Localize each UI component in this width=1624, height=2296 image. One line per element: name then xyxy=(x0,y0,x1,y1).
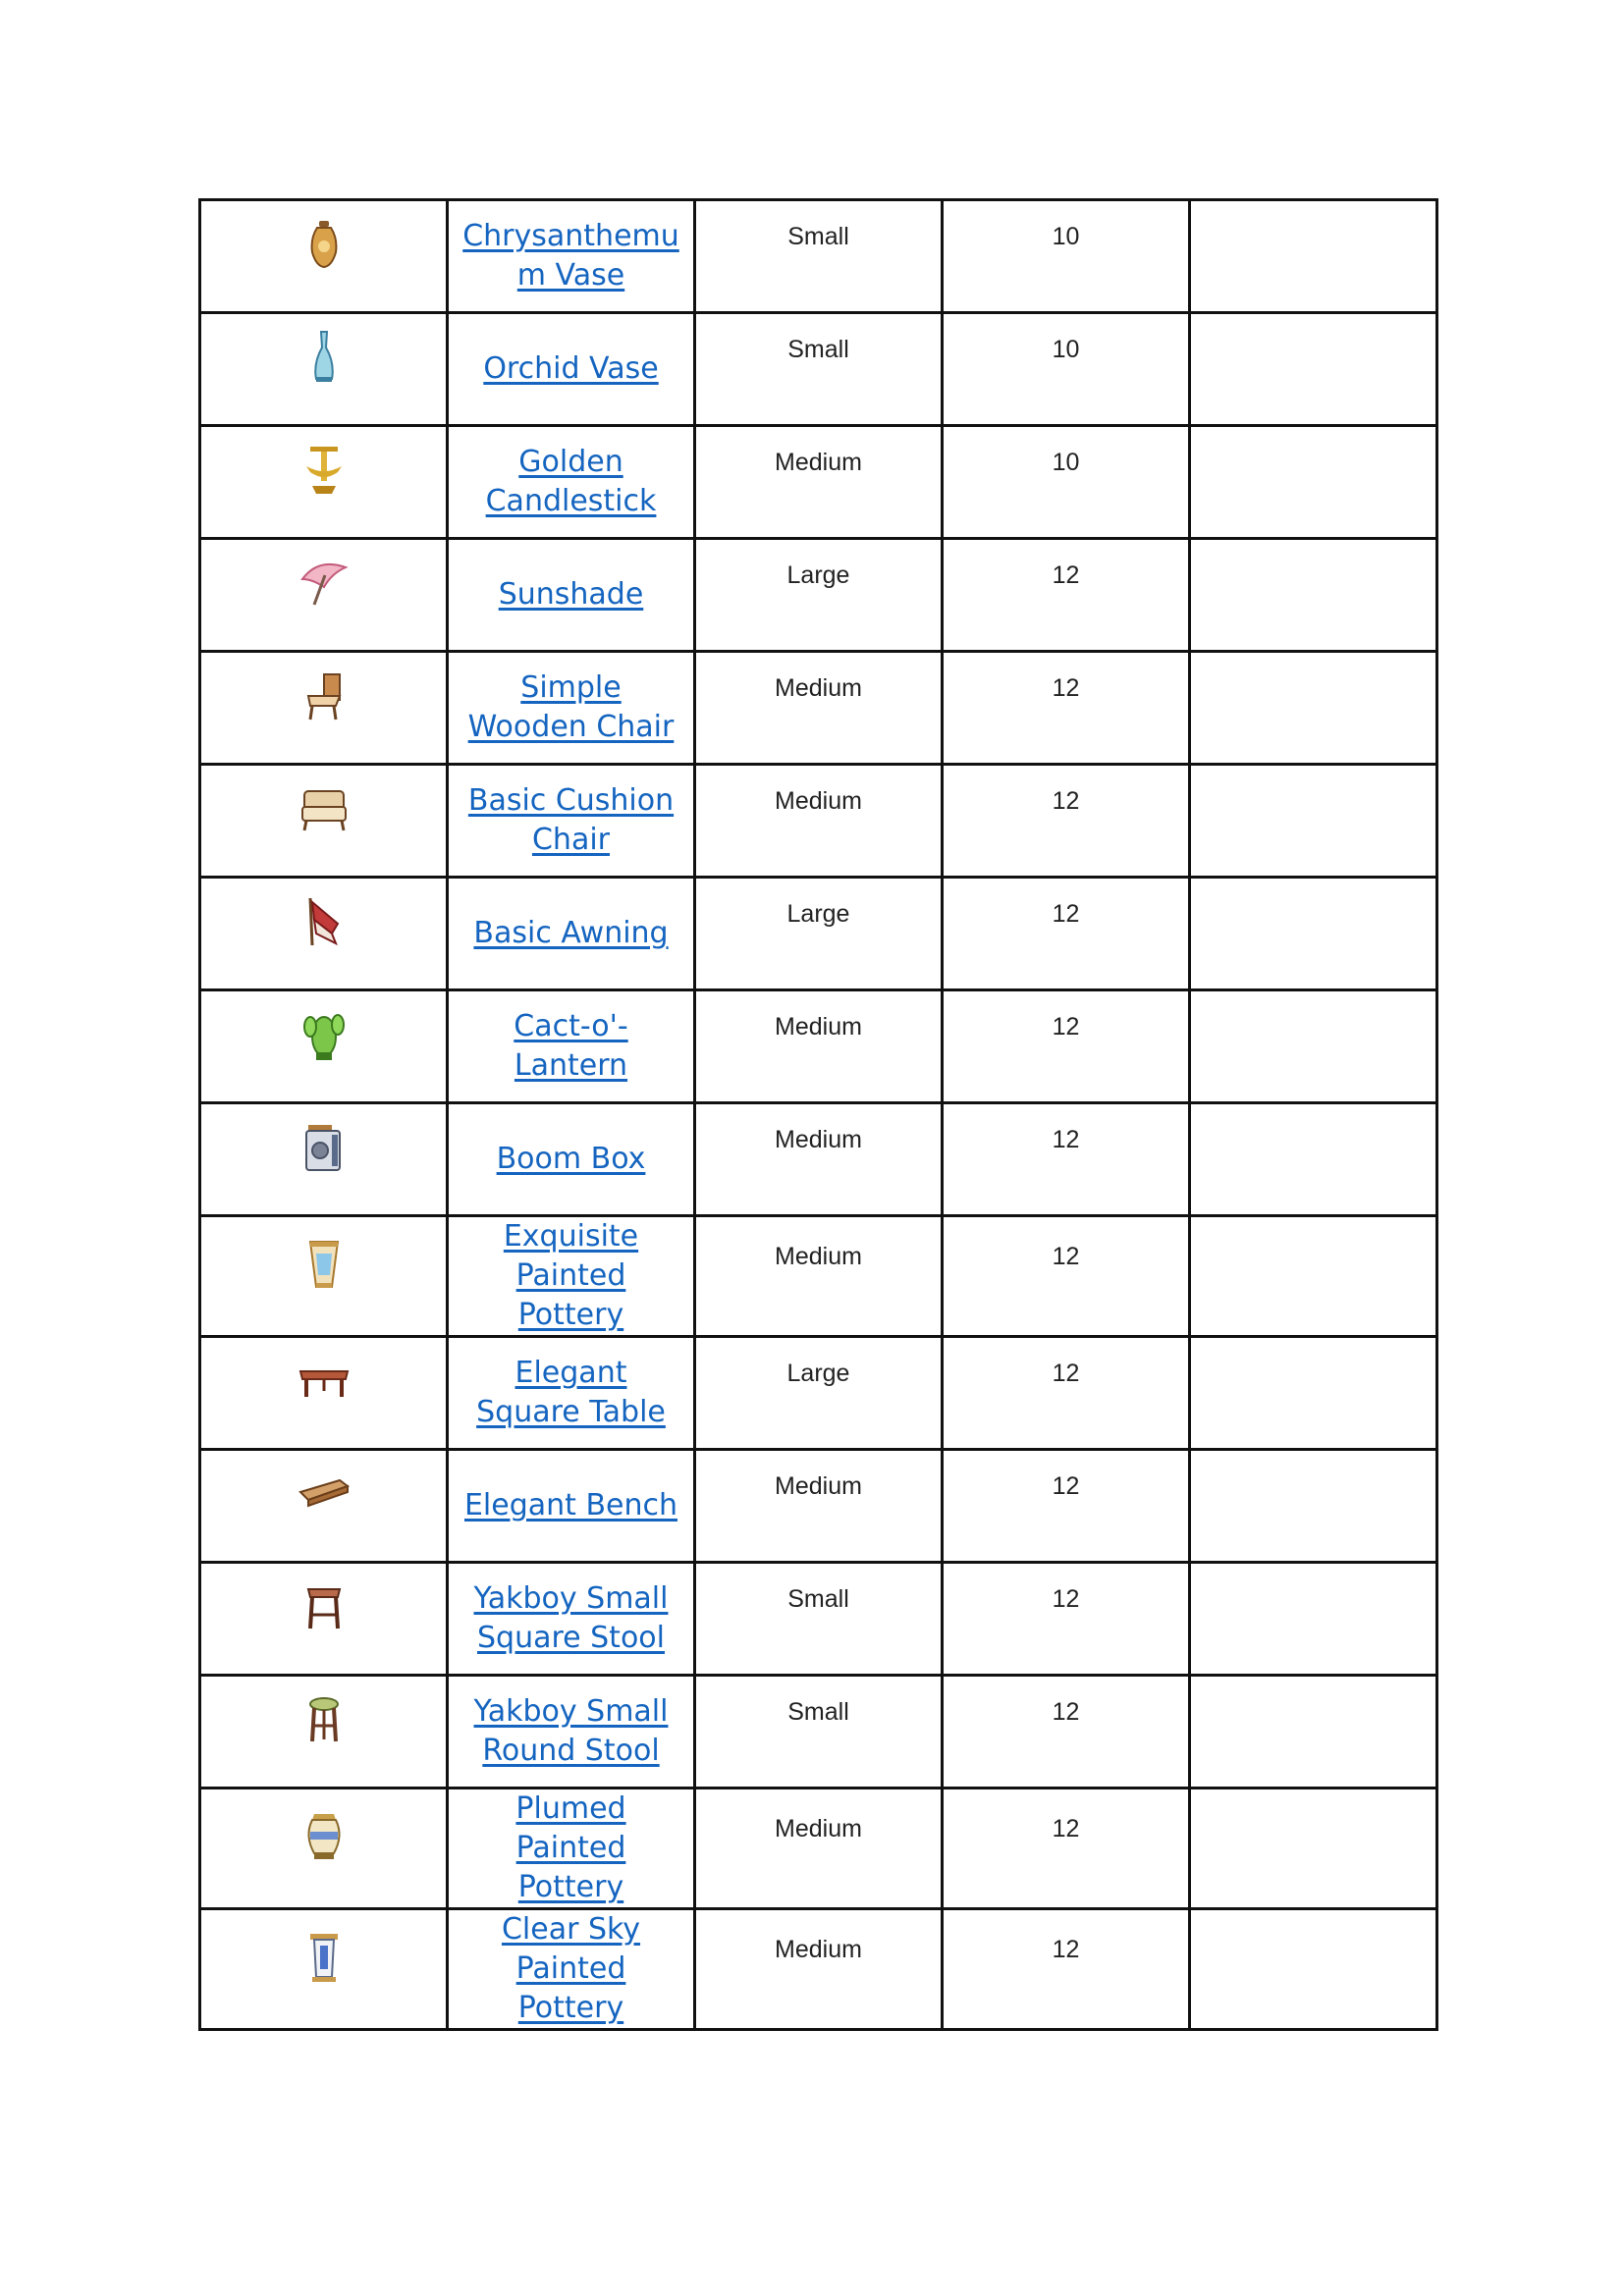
size-cell xyxy=(695,868,943,981)
level-cell xyxy=(943,1779,1190,1899)
item-name-cell xyxy=(448,539,695,652)
clear-sky-painted-pottery-icon xyxy=(304,1930,344,1985)
notes-cell xyxy=(1190,426,1437,539)
item-link[interactable]: Plumed Painted Pottery xyxy=(515,1791,626,1904)
icon-cell xyxy=(200,539,448,652)
level-value: 12 xyxy=(1052,561,1080,589)
item-link[interactable]: Elegant Square Table xyxy=(476,1356,666,1429)
icon-cell xyxy=(200,1216,448,1337)
item-link[interactable]: Clear Sky Painted Pottery xyxy=(501,1912,641,2025)
icon-cell xyxy=(200,1103,448,1216)
size-value: Medium xyxy=(775,1471,862,1500)
notes-cell xyxy=(1190,652,1437,765)
item-name-cell xyxy=(448,652,695,765)
table-row xyxy=(200,1789,1437,1909)
basic-awning-icon xyxy=(302,894,346,949)
item-link[interactable]: Yakboy Small Round Stool xyxy=(473,1694,669,1768)
icon-cell xyxy=(200,1909,448,2030)
table-row xyxy=(200,652,1437,765)
level-cell xyxy=(943,1206,1190,1327)
level-value: 10 xyxy=(1052,448,1080,476)
size-value: Medium xyxy=(775,786,862,815)
notes-cell xyxy=(1190,1563,1437,1676)
size-cell xyxy=(695,981,943,1094)
size-cell xyxy=(695,755,943,868)
icon-cell xyxy=(200,1563,448,1676)
yakboy-small-square-stool-icon xyxy=(300,1581,348,1632)
table-row xyxy=(200,313,1437,426)
table-row xyxy=(200,1450,1437,1563)
item-name-cell xyxy=(448,1103,695,1216)
size-cell xyxy=(695,1440,943,1553)
item-name-cell xyxy=(448,1216,695,1337)
size-cell xyxy=(695,642,943,755)
table-row xyxy=(200,990,1437,1103)
icon-cell xyxy=(200,878,448,990)
item-link[interactable]: Boom Box xyxy=(496,1142,646,1176)
size-cell xyxy=(695,529,943,642)
size-value: Medium xyxy=(775,673,862,702)
size-value: Medium xyxy=(775,1935,862,1963)
level-value: 12 xyxy=(1052,899,1080,928)
level-value: 12 xyxy=(1052,1242,1080,1270)
size-cell xyxy=(695,190,943,303)
table-row xyxy=(200,878,1437,990)
icon-cell xyxy=(200,652,448,765)
icon-cell xyxy=(200,1337,448,1450)
size-cell xyxy=(695,1327,943,1440)
table-row xyxy=(200,1563,1437,1676)
size-value: Small xyxy=(787,222,849,250)
icon-cell xyxy=(200,313,448,426)
table-row xyxy=(200,1103,1437,1216)
level-cell xyxy=(943,868,1190,981)
item-link[interactable]: Elegant Bench xyxy=(463,1488,678,1522)
size-value: Medium xyxy=(775,1814,862,1842)
level-cell xyxy=(943,303,1190,416)
table-row xyxy=(200,1216,1437,1337)
item-name-cell xyxy=(448,1337,695,1450)
size-value: Medium xyxy=(775,1242,862,1270)
icon-cell xyxy=(200,1676,448,1789)
orchid-vase-icon xyxy=(304,330,344,385)
item-name-cell xyxy=(448,878,695,990)
table-row xyxy=(200,1337,1437,1450)
level-cell xyxy=(943,529,1190,642)
level-cell xyxy=(943,416,1190,529)
item-link[interactable]: Yakboy Small Square Stool xyxy=(473,1581,669,1655)
table-row xyxy=(200,1676,1437,1789)
size-value: Small xyxy=(787,1697,849,1726)
size-value: Large xyxy=(786,1359,850,1387)
size-value: Small xyxy=(787,335,849,363)
item-link[interactable]: Chrysanthemum Vase xyxy=(462,219,679,293)
icon-cell xyxy=(200,1789,448,1909)
notes-cell xyxy=(1190,200,1437,313)
size-value: Small xyxy=(787,1584,849,1613)
size-cell xyxy=(695,1094,943,1206)
cact-o-lantern-icon xyxy=(300,1007,348,1062)
level-value: 10 xyxy=(1052,222,1080,250)
icon-cell xyxy=(200,990,448,1103)
notes-cell xyxy=(1190,539,1437,652)
level-value: 12 xyxy=(1052,1125,1080,1153)
size-value: Large xyxy=(786,899,850,928)
size-cell xyxy=(695,1899,943,2020)
item-link[interactable]: Orchid Vase xyxy=(483,351,659,386)
notes-cell xyxy=(1190,1450,1437,1563)
item-link[interactable]: Golden Candlestick xyxy=(485,445,657,518)
level-value: 12 xyxy=(1052,1935,1080,1963)
item-name-cell xyxy=(448,1909,695,2030)
item-link[interactable]: Simple Wooden Chair xyxy=(467,670,675,744)
item-link[interactable]: Basic Cushion Chair xyxy=(467,783,675,857)
exquisite-painted-pottery-icon xyxy=(304,1238,344,1291)
level-value: 12 xyxy=(1052,786,1080,815)
notes-cell xyxy=(1190,1103,1437,1216)
level-value: 12 xyxy=(1052,1471,1080,1500)
item-link[interactable]: Sunshade xyxy=(498,577,644,612)
level-cell xyxy=(943,1899,1190,2020)
level-value: 12 xyxy=(1052,1359,1080,1387)
plumed-painted-pottery-icon xyxy=(302,1810,346,1863)
basic-cushion-chair-icon xyxy=(298,785,350,832)
size-cell xyxy=(695,1553,943,1666)
level-value: 12 xyxy=(1052,1814,1080,1842)
item-name-cell xyxy=(448,1450,695,1563)
item-name-cell xyxy=(448,426,695,539)
notes-cell xyxy=(1190,1789,1437,1909)
size-value: Large xyxy=(786,561,850,589)
level-cell xyxy=(943,190,1190,303)
size-value: Medium xyxy=(775,1012,862,1041)
table-row xyxy=(200,200,1437,313)
size-cell xyxy=(695,303,943,416)
table-row xyxy=(200,539,1437,652)
item-name-cell xyxy=(448,1563,695,1676)
item-name-cell xyxy=(448,1676,695,1789)
size-value: Medium xyxy=(775,1125,862,1153)
item-name-cell xyxy=(448,765,695,878)
notes-cell xyxy=(1190,1676,1437,1789)
table-row xyxy=(200,426,1437,539)
size-value: Medium xyxy=(775,448,862,476)
notes-cell xyxy=(1190,1216,1437,1337)
item-name-cell xyxy=(448,990,695,1103)
level-cell xyxy=(943,642,1190,755)
furniture-table xyxy=(198,198,1438,2031)
icon-cell xyxy=(200,200,448,313)
item-link[interactable]: Cact-o'-Lantern xyxy=(514,1009,628,1083)
golden-candlestick-icon xyxy=(300,443,348,498)
level-cell xyxy=(943,1327,1190,1440)
icon-cell xyxy=(200,765,448,878)
notes-cell xyxy=(1190,1337,1437,1450)
icon-cell xyxy=(200,1450,448,1563)
sunshade-icon xyxy=(298,558,350,609)
table-row xyxy=(200,1909,1437,2030)
notes-cell xyxy=(1190,765,1437,878)
level-cell xyxy=(943,755,1190,868)
boom-box-icon xyxy=(300,1121,348,1174)
size-cell xyxy=(695,1206,943,1327)
level-value: 10 xyxy=(1052,335,1080,363)
size-cell xyxy=(695,416,943,529)
elegant-bench-icon xyxy=(297,1476,352,1512)
item-name-cell xyxy=(448,1789,695,1909)
level-cell xyxy=(943,1440,1190,1553)
level-value: 12 xyxy=(1052,1584,1080,1613)
table-row xyxy=(200,765,1437,878)
chrysanthemum-vase-icon xyxy=(304,219,344,270)
elegant-square-table-icon xyxy=(297,1362,352,1401)
notes-cell xyxy=(1190,878,1437,990)
level-value: 12 xyxy=(1052,1697,1080,1726)
icon-cell xyxy=(200,426,448,539)
item-link[interactable]: Exquisite Painted Pottery xyxy=(503,1219,639,1332)
item-name-cell xyxy=(448,200,695,313)
level-cell xyxy=(943,981,1190,1094)
size-cell xyxy=(695,1666,943,1779)
item-link[interactable]: Basic Awning xyxy=(473,916,669,950)
size-cell xyxy=(695,1779,943,1899)
level-value: 12 xyxy=(1052,673,1080,702)
notes-cell xyxy=(1190,313,1437,426)
level-value: 12 xyxy=(1052,1012,1080,1041)
yakboy-small-round-stool-icon xyxy=(302,1694,346,1745)
notes-cell xyxy=(1190,1909,1437,2030)
item-name-cell xyxy=(448,313,695,426)
level-cell xyxy=(943,1666,1190,1779)
simple-wooden-chair-icon xyxy=(300,670,348,721)
notes-cell xyxy=(1190,990,1437,1103)
level-cell xyxy=(943,1553,1190,1666)
level-cell xyxy=(943,1094,1190,1206)
